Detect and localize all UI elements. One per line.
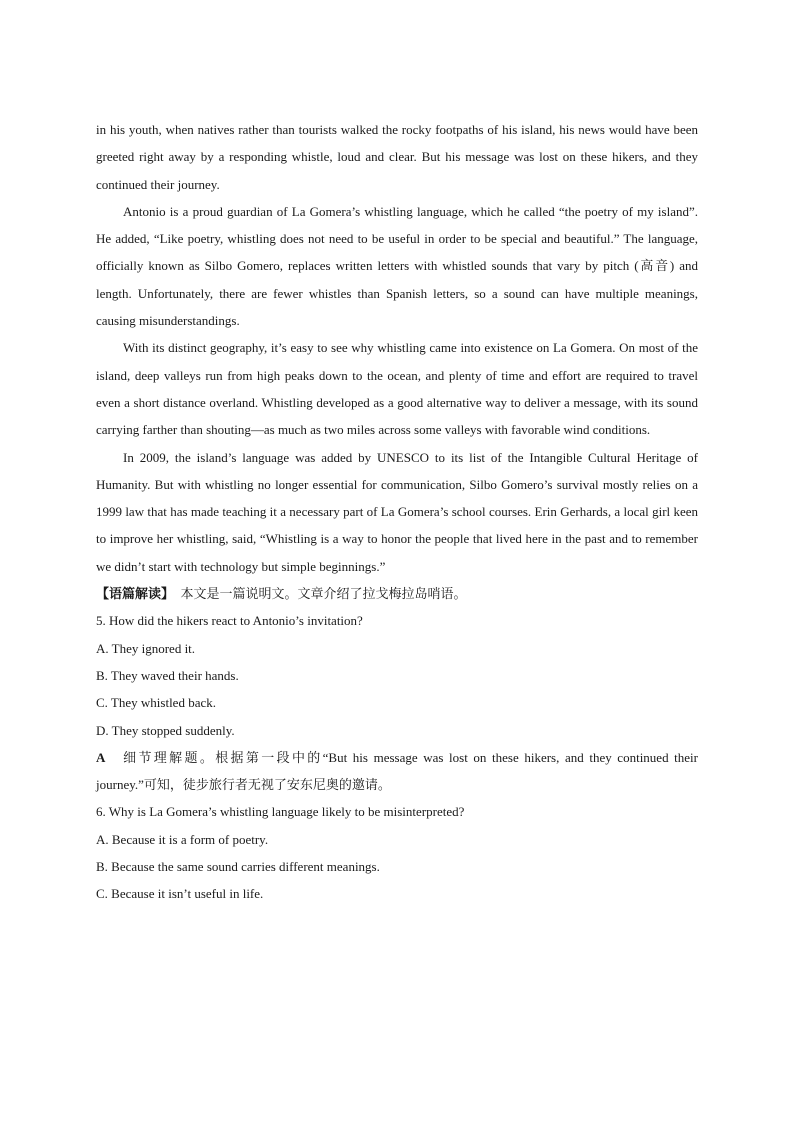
question-5-explanation [96, 744, 698, 799]
question-6-stem: 6. Why is La Gomera’s whistling language likely to be misinterpreted? [96, 804, 465, 820]
question-5-answer: A [96, 749, 106, 765]
passage-paragraph-2: Antonio is a proud guardian of La Gomera’s whistling language, which he called “the poetry of my island”. He added, “Like poetry, whistling does not need to be useful in order to be special and beautiful.” The language, officially known as Silbo Gomero, replaces written letters with whistled sounds that vary by pitch (高音) and length. Unfortunately, there are fewer whistles than Spanish letters, so a sound can have multiple meanings, causing misunderstandings. [96, 203, 698, 329]
question-6-option-b: B. Because the same sound carries different meanings. [96, 859, 380, 875]
question-6-option-c: C. Because it isn’t useful in life. [96, 886, 264, 902]
passage-paragraph-4: In 2009, the island’s language was added by UNESCO to its list of the Intangible Cultural Heritage of Humanity. But with whistling no longer essential for communication, Silbo Gomero’s survival mostly relies on a 1999 law that has made teaching it a necessary part of La Gomera’s school courses. Erin Gerhards, a local girl keen to improve her whistling, said, “Whistling is a way to honor the people that lived here in the past and to remember we didn’t start with technology but simple beginnings.” [96, 449, 698, 574]
question-5-option-a: A. They ignored it. [96, 640, 196, 656]
question-5-explanation-text: 细节理解题。根据第一段中的“But his message was lost on these hikers, and they continued their journey.”可知，徒步旅行者无视了安东尼奥的邀请。 [96, 749, 698, 793]
question-5-option-b: B. They waved their hands. [96, 667, 239, 683]
passage-paragraph-1: in his youth, when natives rather than tourists walked the rocky footpaths of his island, his news would have been greeted right away by a responding whistle, loud and clear. But his message was lost on these hikers, and they continued their journey. [96, 122, 698, 192]
analysis-tag: 【语篇解读】 [96, 586, 168, 602]
analysis-text: 本文是一篇说明文。文章介绍了拉戈梅拉岛哨语。 [167, 586, 467, 602]
question-5-stem: 5. How did the hikers react to Antonio’s invitation? [96, 613, 363, 629]
question-5-option-d: D. They stopped suddenly. [96, 722, 235, 738]
question-5-option-c: C. They whistled back. [96, 695, 216, 711]
passage-paragraph-3: With its distinct geography, it’s easy to see why whistling came into existence on La Gomera. On most of the island, deep valleys run from high peaks down to the ocean, and plenty of time and effort are required to travel even a short distance overland. Whistling developed as a good alternative way to deliver a message, with its sound carrying farther than shouting—as much as two miles across some valleys with favorable wind conditions. [96, 340, 698, 438]
document-page [96, 116, 698, 908]
question-6-option-a: A. Because it is a form of poetry. [96, 831, 269, 847]
text-analysis [96, 580, 698, 607]
